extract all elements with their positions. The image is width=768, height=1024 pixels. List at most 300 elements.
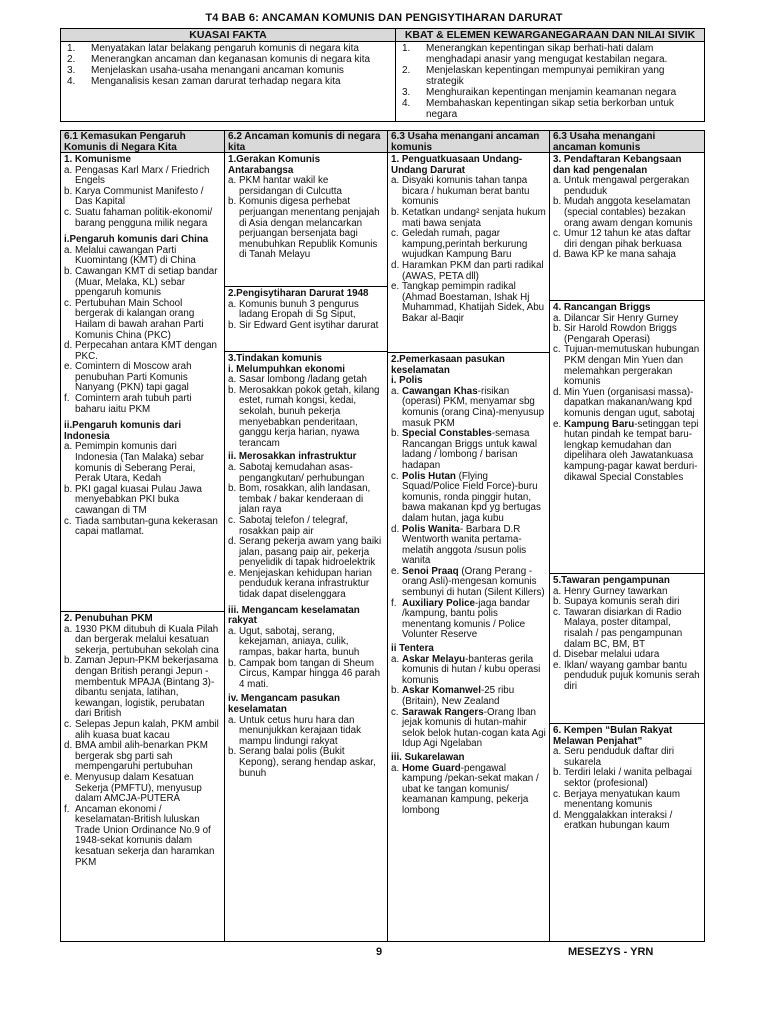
item-body: Komunis bunuh 3 pengurus ladang Eropah di Sg Siput, [239,298,359,321]
item-text [75,442,221,484]
item-text: Menerangkan kepentingan sikap berhati-hati dalam menghadapi anasir yang mengugat kestabilan negara. [426,43,668,65]
item-marker: b. [228,319,237,331]
item-marker: a. [64,244,73,256]
objective-item [63,54,393,65]
item-text [402,764,546,817]
list-item [391,387,546,429]
item-text [75,166,221,187]
subsection-title: i. Melumpuhkan ekonomi [228,363,346,375]
item-text [75,485,221,517]
item-text: Menerangkan ancaman dan keganasan komunis di negara kita [91,54,371,65]
list-item [64,208,221,229]
item-text [239,516,384,537]
section-title: 2.Pemerkasaan pasukan keselamatan [391,354,505,376]
item-text [564,747,701,768]
item-body: Terdiri lelaki / wanita pelbagai sektor (profesional) [564,767,692,789]
item-text [239,537,384,569]
item-body: - Barbara D.R Wentworth wanita pertama-melatih anggota /susun polis wanita [402,523,527,567]
item-marker: d. [553,649,562,661]
item-body: Perpecahan antara KMT dengan PKC. [75,340,217,362]
list-item [228,176,384,197]
item-marker: a. [391,762,400,774]
list-item [391,429,546,471]
subsection-title: i.Pengaruh komunis dari China [64,234,209,246]
item-number: 4. [67,76,76,87]
item-text [75,517,221,538]
item-marker: a. [553,312,562,324]
objective-item [398,65,702,87]
item-body: Karya Communist Manifesto / Das Kapital [75,185,204,208]
item-text [564,324,701,345]
item-text [239,716,384,748]
item-list [64,246,221,416]
list-item [228,386,384,450]
section-title: 1. Komunisme [64,154,131,165]
item-list [228,627,384,691]
section-rancangan-briggs [550,301,704,574]
list-item [64,720,221,741]
list-item [553,388,701,420]
item-list [228,300,384,332]
item-marker: d. [391,259,400,271]
item-body: 1930 PKM ditubuh di Kuala Pilah dan bergerak melalui kesatuan sekerja, pertubuhan sekolah cina [75,623,219,656]
item-marker: b. [553,596,562,608]
item-text [75,394,221,415]
item-marker: e. [391,281,400,293]
item-marker: c. [391,470,399,482]
item-number: 1. [67,43,76,54]
item-text [564,661,701,693]
subsection-title: iv. Mengancam pasukan keselamatan [228,693,340,715]
item-marker: b. [64,265,73,277]
section-penubuhan-pkm [61,612,224,941]
item-text [239,321,384,332]
item-list [228,463,384,601]
item-text [75,805,221,869]
list-item [391,655,546,687]
section-title: 4. Rancangan Briggs [553,302,651,313]
list-item [391,472,546,525]
item-body: Henry Gurney tawarkan [564,585,668,597]
item-text [239,176,384,197]
item-marker: b. [391,428,400,440]
item-text [75,362,221,394]
item-body: Disebar melalui udara [564,649,660,661]
item-number: 2. [402,65,411,76]
objective-item [63,65,393,76]
item-marker: a. [228,625,237,637]
item-body: -banteras gerila komunis di hutan / kubu operasi komunis [402,653,541,686]
item-keyword: Polis Wanita [402,523,460,535]
section-tawaran-pengampunan [550,574,704,724]
page-title: T4 BAB 6: ANCAMAN KOMUNIS DAN PENGISYTIHARAN DARURAT [205,12,563,24]
item-number: 2. [67,54,76,65]
list-item [391,567,546,599]
list-item [391,686,546,707]
list-item [553,197,701,229]
item-marker: c. [391,228,399,240]
list-item [228,537,384,569]
list-item [64,625,221,657]
section-tindakan-komunis [225,352,387,941]
list-item [553,324,701,345]
item-body: Min Yuen (organisasi massa)-dapatkan makanan/wang kpd komunis dengan ugut, sabotaj [564,386,695,419]
item-text [239,659,384,691]
item-text: Menyatakan latar belakang pengaruh komunis di negara kita [91,43,359,54]
item-body: Pertubuhan Main School bergerak di kalangan orang Hailam di bawah arahan Parti Komunis China (PKC) [75,297,204,341]
list-item [391,525,546,567]
item-text: Menghuraikan kepentingan menjamin keamanan negara [426,87,677,98]
item-text [402,387,546,429]
item-body: Supaya komunis serah diri [564,596,680,608]
item-text [564,197,701,229]
item-body: Sasar lombong /ladang getah [239,374,367,386]
objective-item [398,43,702,65]
subsection-title: i. Polis [391,375,423,387]
list-item [553,768,701,789]
item-body: Berjaya menyatukan kaum menentang komunis [564,788,680,811]
item-text [564,768,701,789]
item-text [75,299,221,341]
item-marker: a. [64,164,73,176]
right-objective-list [398,43,702,120]
item-list [228,176,384,261]
list-item [64,267,221,299]
item-marker: d. [64,340,73,352]
subsection-title: ii Tentera [391,643,434,655]
item-text [564,608,701,650]
item-body: Ketatkan undang² senjata hukum mati bawa senjata [402,206,546,229]
list-item [553,747,701,768]
list-item [64,741,221,773]
item-marker: a. [228,714,237,726]
item-marker: a. [553,585,562,597]
item-text [239,197,384,261]
objective-item [63,43,393,54]
objective-item [63,76,393,87]
item-body: Pengasas Karl Marx / Friedrich Engels [75,164,210,187]
item-marker: a. [391,653,400,665]
item-body: Seru penduduk daftar diri sukarela [564,746,675,768]
item-body: Bom, rosakkan, alih landasan, tembak / bakar kenderaan di jalan raya [239,483,371,516]
right-header: KBAT & ELEMEN KEWARGANEGARAAN DAN NILAI SIVIK [396,29,705,42]
item-text [75,187,221,208]
list-item [553,608,701,650]
item-marker: f. [64,803,70,815]
item-marker: e. [64,361,73,373]
item-marker: e. [553,418,562,430]
item-marker: b. [64,185,73,197]
item-marker: c. [553,344,561,356]
item-body: Disyaki komunis tahan tanpa bicara / hukuman berat bantu komunis [402,175,530,208]
item-body: Sabotaj kemudahan asas-pengangkutan/ perhubungan [239,461,365,484]
item-list [64,442,221,537]
list-item [553,345,701,387]
item-marker: c. [64,515,72,527]
item-marker: c. [64,297,72,309]
item-marker: a. [228,298,237,310]
item-text [75,267,221,299]
item-text [239,484,384,516]
item-text [75,246,221,267]
item-number: 3. [67,65,76,76]
item-keyword: Senoi Praaq [402,565,459,577]
item-body: Suatu fahaman politik-ekonomi/ barang pengguna milik negara [75,206,213,229]
item-keyword: Home Guard [402,762,461,774]
item-list [391,176,546,324]
item-marker: d. [228,536,237,548]
item-list [228,716,384,780]
item-body: Komunis digesa perhebat perjuangan menentang penjajah di Asia dengan melancarkan perjuangan bersenjata bagi menubuhkan Republik Komunis di Tanah Melayu [239,196,380,261]
item-marker: c. [391,706,399,718]
section-title: 1. Penguatkuasaan Undang- Undang Darurat [391,154,523,176]
item-text [402,525,546,567]
item-list [64,166,221,230]
item-marker: b. [64,483,73,495]
item-list [391,655,546,750]
item-body: -semasa Rancangan Briggs untuk kawal ladang / lombong / barisan hadapan [402,428,538,471]
section-title: 2.Pengisytiharan Darurat 1948 [228,288,369,299]
item-marker: c. [553,228,561,240]
list-item [64,805,221,869]
item-text [75,341,221,362]
item-text [564,420,701,484]
section-title: 5.Tawaran pengampunan [553,575,670,586]
list-item [553,176,701,197]
list-item [553,250,701,261]
item-list [64,625,221,869]
item-text [564,176,701,197]
item-number: 1. [402,43,411,54]
item-marker: e. [64,771,73,783]
item-text [402,655,546,687]
item-body: (Flying Squad/Police Field Force)-buru komunis, ronda pinggir hutan, bawa makanan kpd yg bertugas dalam hutan, jaga kubu [402,470,541,524]
item-marker: a. [553,175,562,187]
item-text [75,208,221,229]
item-text [239,627,384,659]
item-marker: e. [228,567,237,579]
list-item [64,773,221,805]
item-keyword: Askar Komanwel [402,685,481,697]
item-list [553,176,701,261]
list-item [64,299,221,341]
item-list [228,375,384,449]
section-title: 1.Gerakan Komunis Antarabangsa [228,154,321,176]
item-body: Geledah rumah, pagar kampung,perintah berkurung wujudkan Kampung Baru [402,228,528,261]
item-text: Menganalisis kesan zaman darurat terhadap negara kita [91,76,341,87]
subsection-title: ii. Merosakkan infrastruktur [228,451,357,463]
item-body: -Orang Iban jejak komunis di hutan-mahir selok belok hutan-cogan kata Agi Idup Agi Ngelaban [402,706,546,750]
item-marker: a. [228,461,237,473]
item-body: Pemimpin komunis dari Indonesia (Tan Malaka) sebar komunis di Seberang Perai, Perak Utara, Kedah [75,441,205,485]
item-body: Comintern arah tubuh parti baharu iaitu PKM [75,393,192,415]
item-text: Menjelaskan kepentingan mempunyai pemikiran yang strategik [426,65,665,87]
item-body: Bawa KP ke mana sahaja [564,249,677,261]
item-text [402,261,546,282]
list-item [391,176,546,208]
list-item [64,485,221,517]
item-body: Sabotaj telefon / telegraf, rosakkan paip air [239,514,348,537]
item-text [564,229,701,250]
section-kempen [550,724,704,941]
item-marker: b. [64,655,73,667]
left-objectives [61,42,396,122]
item-text: Membahaskan kepentingan sikap setia berkorban untuk negara [426,98,674,120]
subsection-title: iii. Sukarelawan [391,751,465,763]
item-body: Menyusup dalam Kesatuan Sekerja (PMFTU), menyusup dalam AMCJA-PUTERA [75,771,202,805]
list-item [391,229,546,261]
item-keyword: Cawangan Khas [402,385,478,397]
notes-grid [60,130,705,942]
item-marker: d. [391,523,400,535]
list-item [228,516,384,537]
item-marker: b. [228,384,237,396]
list-item [228,321,384,332]
list-item [391,282,546,324]
list-item [64,362,221,394]
item-marker: b. [391,685,400,697]
item-text [75,741,221,773]
item-text: Menjelaskan usaha-usaha menangani ancaman komunis [91,65,344,76]
section-penguatkuasaan [388,153,549,353]
item-body: Comintern di Moscow arah penubuhan Parti Komunis Nanyang (PKN) tapi gagal [75,361,192,394]
item-marker: d. [64,740,73,752]
item-body: Tangkap pemimpin radikal (Ahmad Boestaman, Ishak Hj Muhammad, Khatijah Sidek, Abu Bakar al-Baqir [402,281,545,324]
item-text [75,625,221,657]
item-keyword: Polis Hutan [402,470,456,482]
column-6-2 [225,131,388,941]
item-marker: b. [228,196,237,208]
footer-brand: MESEZYS - YRN [568,946,654,958]
list-item [64,394,221,415]
item-text [402,599,546,641]
item-marker: d. [553,386,562,398]
column-heading: 6.1 Kemasukan Pengaruh Komunis di Negara Kita [61,131,224,153]
section-title: 3.Tindakan komunis [228,353,323,364]
item-body: Ancaman ekonomi / keselamatan-British luluskan Trade Union Ordinance No.9 of 1948-sekat komunis dalam kesatuan sekerja dan haramkan PKM [75,803,215,868]
item-marker: a. [64,623,73,635]
item-marker: f. [391,597,397,609]
item-text [239,747,384,779]
item-marker: b. [228,483,237,495]
item-text [402,229,546,261]
item-marker: e. [553,659,562,671]
section-komunisme [61,153,224,612]
item-keyword: Auxiliary Police [402,597,475,609]
item-marker: b. [553,196,562,208]
item-text [402,176,546,208]
item-body: Menggalakkan interaksi / eratkan hubungan kaum [564,809,673,832]
list-item [228,463,384,484]
column-6-3-b [550,131,704,941]
item-marker: a. [228,374,237,386]
item-body: Tujuan-memutuskan hubungan PKM dengan Min Yuen dan melemahkan pergerakan komunis [564,344,700,388]
subsection-title: ii.Pengaruh komunis dari Indonesia [64,420,182,442]
item-text [75,773,221,805]
item-marker: d. [553,249,562,261]
item-text [239,300,384,321]
item-marker: a. [391,385,400,397]
item-body: Untuk mengawal pergerakan penduduk [564,175,690,197]
item-body: Campak bom tangan di Sheum Circus, Kampar hingga 46 parah 4 mati. [239,657,381,690]
item-marker: b. [553,767,562,779]
item-marker: a. [553,746,562,758]
item-text [75,656,221,720]
list-item [64,442,221,484]
subsection-title: iii. Mengancam keselamatan rakyat [228,604,360,627]
item-marker: b. [228,746,237,758]
list-item [228,747,384,779]
item-marker: c. [64,206,72,218]
item-text [239,569,384,601]
item-list [391,764,546,817]
item-list [553,587,701,693]
item-body: Iklan/ wayang gambar bantu penduduk pujuk komunis serah diri [564,659,700,692]
item-body: Zaman Jepun-PKM bekerjasama dengan British perangi Jepun - membentuk MPAJA (Bintang 3)-dibantu senjata, latihan, kewangan, logistik, perubatan dari British [75,655,219,720]
item-body: -jaga bandar /kampung, bantu polis menentang komunis / Police Volunter Reserve [402,597,530,641]
item-body: (Orang Perang -orang Asli)-mengesan komunis sembunyi di hutan (Silent Killers) [402,565,545,599]
list-item [553,420,701,484]
item-keyword: Kampung Baru [564,418,635,430]
item-text [239,463,384,484]
section-title: 6. Kempen “Bulan Rakyat Melawan Penjahat” [553,725,673,747]
item-marker: d. [553,809,562,821]
item-body: -pengawal kampung /pekan-sekat makan / ubat ke tangan komunis/ keamanan kampung, pekerja lombong [402,762,539,816]
item-body: Merosakkan pokok getah, kilang estet, rumah kongsi, kedai, sekolah, bunuh pekerja menyebabkan penderitaan, ganggu kerja harian, nyawa terancam [239,384,380,449]
item-text [564,811,701,832]
item-text [402,282,546,324]
item-body: -setinggan tepi hutan pindah ke tempat baru-lengkap kemudahan dan dipelihara oleh Jawatankuasa kampung-pagar kawat berduri-dikawal Special Constables [564,418,699,483]
right-objectives [396,42,705,122]
item-body: -25 ribu (Britain), New Zealand [402,685,515,707]
item-marker: b. [553,323,562,335]
item-number: 3. [402,87,411,98]
item-body: Tiada sambutan-guna kekerasan capai matlamat. [75,515,218,538]
item-body: Menjejaskan kehidupan harian penduduk kerana infrastruktur tidak dapat diselenggara [239,567,372,601]
item-body: Serang pekerja awam yang baiki jalan, pasang paip air, pekerja penyelidik di tapak hidroelektrik [239,536,382,569]
list-item [228,569,384,601]
item-text [75,720,221,741]
item-text [402,472,546,525]
item-marker: b. [228,657,237,669]
item-body: Untuk cetus huru hara dan menunjukkan kerajaan tidak mampu lindungi rakyat [239,714,361,747]
item-marker: e. [391,565,400,577]
list-item [228,300,384,321]
objective-item [398,98,702,120]
column-6-1 [61,131,225,941]
column-heading: 6.3 Usaha menangani ancaman komunis [388,131,549,153]
item-body: PKM hantar wakil ke persidangan di Culcutta [239,175,342,197]
item-marker: c. [64,718,72,730]
item-marker: a. [228,175,237,187]
section-title: 2. Penubuhan PKM [64,613,153,624]
item-text [402,567,546,599]
item-text [564,388,701,420]
left-header: KUASAI FAKTA [61,29,396,42]
item-text [564,345,701,387]
list-item [228,716,384,748]
list-item [64,656,221,720]
list-item [64,341,221,362]
item-body: Umur 12 tahun ke atas daftar diri dengan pihak berkuasa [564,228,691,250]
item-marker: b. [391,206,400,218]
item-body: Sir Harold Rowdon Briggs (Pengarah Operasi) [564,323,677,345]
item-text [239,386,384,450]
item-list [391,387,546,641]
list-item [228,484,384,516]
item-text [564,250,701,261]
item-body: -risikan (operasi) PKM, menyamar sbg komunis (orang Cina)-menyusup masuk PKM [402,385,545,429]
